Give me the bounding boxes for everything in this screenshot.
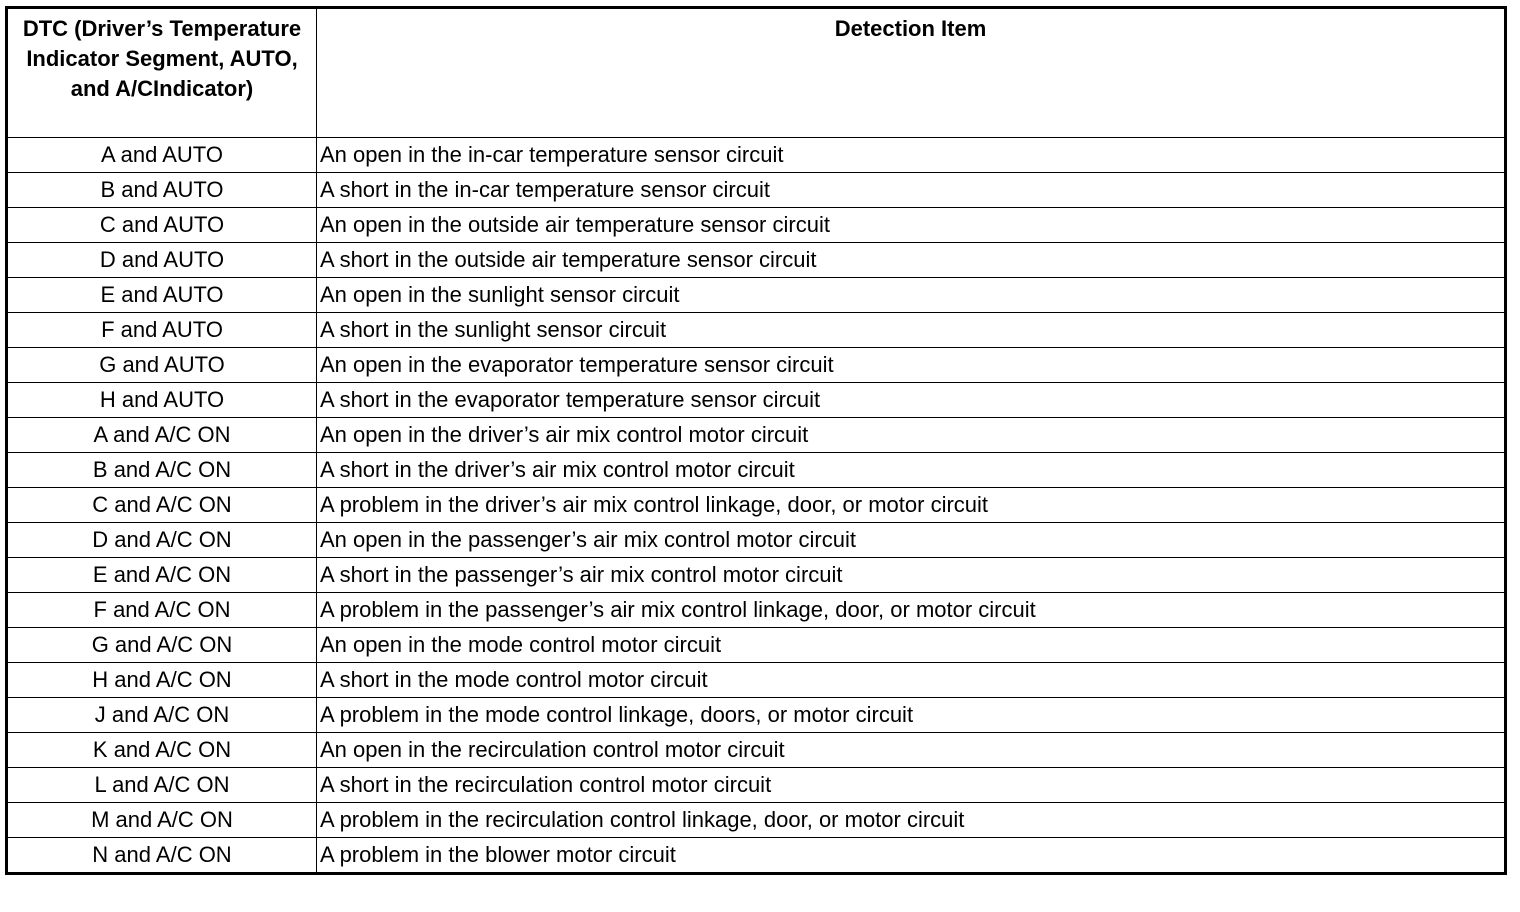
table-row xyxy=(7,453,1506,488)
dtc-detection-table xyxy=(5,6,1507,875)
detection-item-cell: A problem in the mode control linkage, doors, or motor circuit xyxy=(317,698,1506,733)
detection-item-cell: An open in the mode control motor circuit xyxy=(317,628,1506,663)
detection-item-cell: An open in the recirculation control motor circuit xyxy=(317,733,1506,768)
header-dtc: DTC (Driver’s Temperature Indicator Segment, AUTO, and A/CIndicator) xyxy=(7,8,317,138)
dtc-cell: A and AUTO xyxy=(7,138,317,173)
dtc-cell: F and A/C ON xyxy=(7,593,317,628)
dtc-cell: J and A/C ON xyxy=(7,698,317,733)
dtc-cell: H and AUTO xyxy=(7,383,317,418)
detection-item-cell: A short in the outside air temperature sensor circuit xyxy=(317,243,1506,278)
table-row xyxy=(7,488,1506,523)
header-detection-item: Detection Item xyxy=(317,8,1506,138)
detection-item-cell: An open in the passenger’s air mix control motor circuit xyxy=(317,523,1506,558)
detection-item-cell: An open in the driver’s air mix control motor circuit xyxy=(317,418,1506,453)
detection-item-cell: A short in the passenger’s air mix control motor circuit xyxy=(317,558,1506,593)
table-row xyxy=(7,768,1506,803)
table-row xyxy=(7,803,1506,838)
table-row xyxy=(7,173,1506,208)
detection-item-cell: A problem in the driver’s air mix control linkage, door, or motor circuit xyxy=(317,488,1506,523)
dtc-cell: C and AUTO xyxy=(7,208,317,243)
header-row xyxy=(7,8,1506,138)
detection-item-cell: An open in the outside air temperature sensor circuit xyxy=(317,208,1506,243)
dtc-cell: G and A/C ON xyxy=(7,628,317,663)
table-row xyxy=(7,698,1506,733)
table-row xyxy=(7,348,1506,383)
detection-item-cell: A short in the in-car temperature sensor circuit xyxy=(317,173,1506,208)
table-row xyxy=(7,838,1506,874)
detection-item-cell: A problem in the recirculation control linkage, door, or motor circuit xyxy=(317,803,1506,838)
dtc-cell: N and A/C ON xyxy=(7,838,317,874)
table-row xyxy=(7,593,1506,628)
dtc-cell: F and AUTO xyxy=(7,313,317,348)
table-row xyxy=(7,208,1506,243)
table-row xyxy=(7,243,1506,278)
detection-item-cell: A short in the mode control motor circuit xyxy=(317,663,1506,698)
dtc-cell: B and AUTO xyxy=(7,173,317,208)
dtc-cell: G and AUTO xyxy=(7,348,317,383)
table-row xyxy=(7,418,1506,453)
detection-item-cell: A short in the recirculation control motor circuit xyxy=(317,768,1506,803)
table-row xyxy=(7,558,1506,593)
table-row xyxy=(7,628,1506,663)
table-row xyxy=(7,733,1506,768)
table-row xyxy=(7,278,1506,313)
dtc-cell: H and A/C ON xyxy=(7,663,317,698)
table-row xyxy=(7,523,1506,558)
dtc-cell: E and A/C ON xyxy=(7,558,317,593)
detection-item-cell: An open in the evaporator temperature sensor circuit xyxy=(317,348,1506,383)
dtc-cell: D and AUTO xyxy=(7,243,317,278)
table-row xyxy=(7,663,1506,698)
detection-item-cell: A short in the evaporator temperature sensor circuit xyxy=(317,383,1506,418)
dtc-cell: L and A/C ON xyxy=(7,768,317,803)
table-body xyxy=(7,138,1506,874)
dtc-cell: K and A/C ON xyxy=(7,733,317,768)
detection-item-cell: An open in the in-car temperature sensor circuit xyxy=(317,138,1506,173)
detection-item-cell: A short in the driver’s air mix control motor circuit xyxy=(317,453,1506,488)
dtc-cell: D and A/C ON xyxy=(7,523,317,558)
dtc-cell: B and A/C ON xyxy=(7,453,317,488)
table-row xyxy=(7,313,1506,348)
dtc-cell: C and A/C ON xyxy=(7,488,317,523)
dtc-cell: A and A/C ON xyxy=(7,418,317,453)
detection-item-cell: A short in the sunlight sensor circuit xyxy=(317,313,1506,348)
detection-item-cell: A problem in the blower motor circuit xyxy=(317,838,1506,874)
detection-item-cell: An open in the sunlight sensor circuit xyxy=(317,278,1506,313)
table-row xyxy=(7,138,1506,173)
dtc-cell: M and A/C ON xyxy=(7,803,317,838)
table-row xyxy=(7,383,1506,418)
dtc-cell: E and AUTO xyxy=(7,278,317,313)
detection-item-cell: A problem in the passenger’s air mix control linkage, door, or motor circuit xyxy=(317,593,1506,628)
table-header xyxy=(7,8,1506,138)
